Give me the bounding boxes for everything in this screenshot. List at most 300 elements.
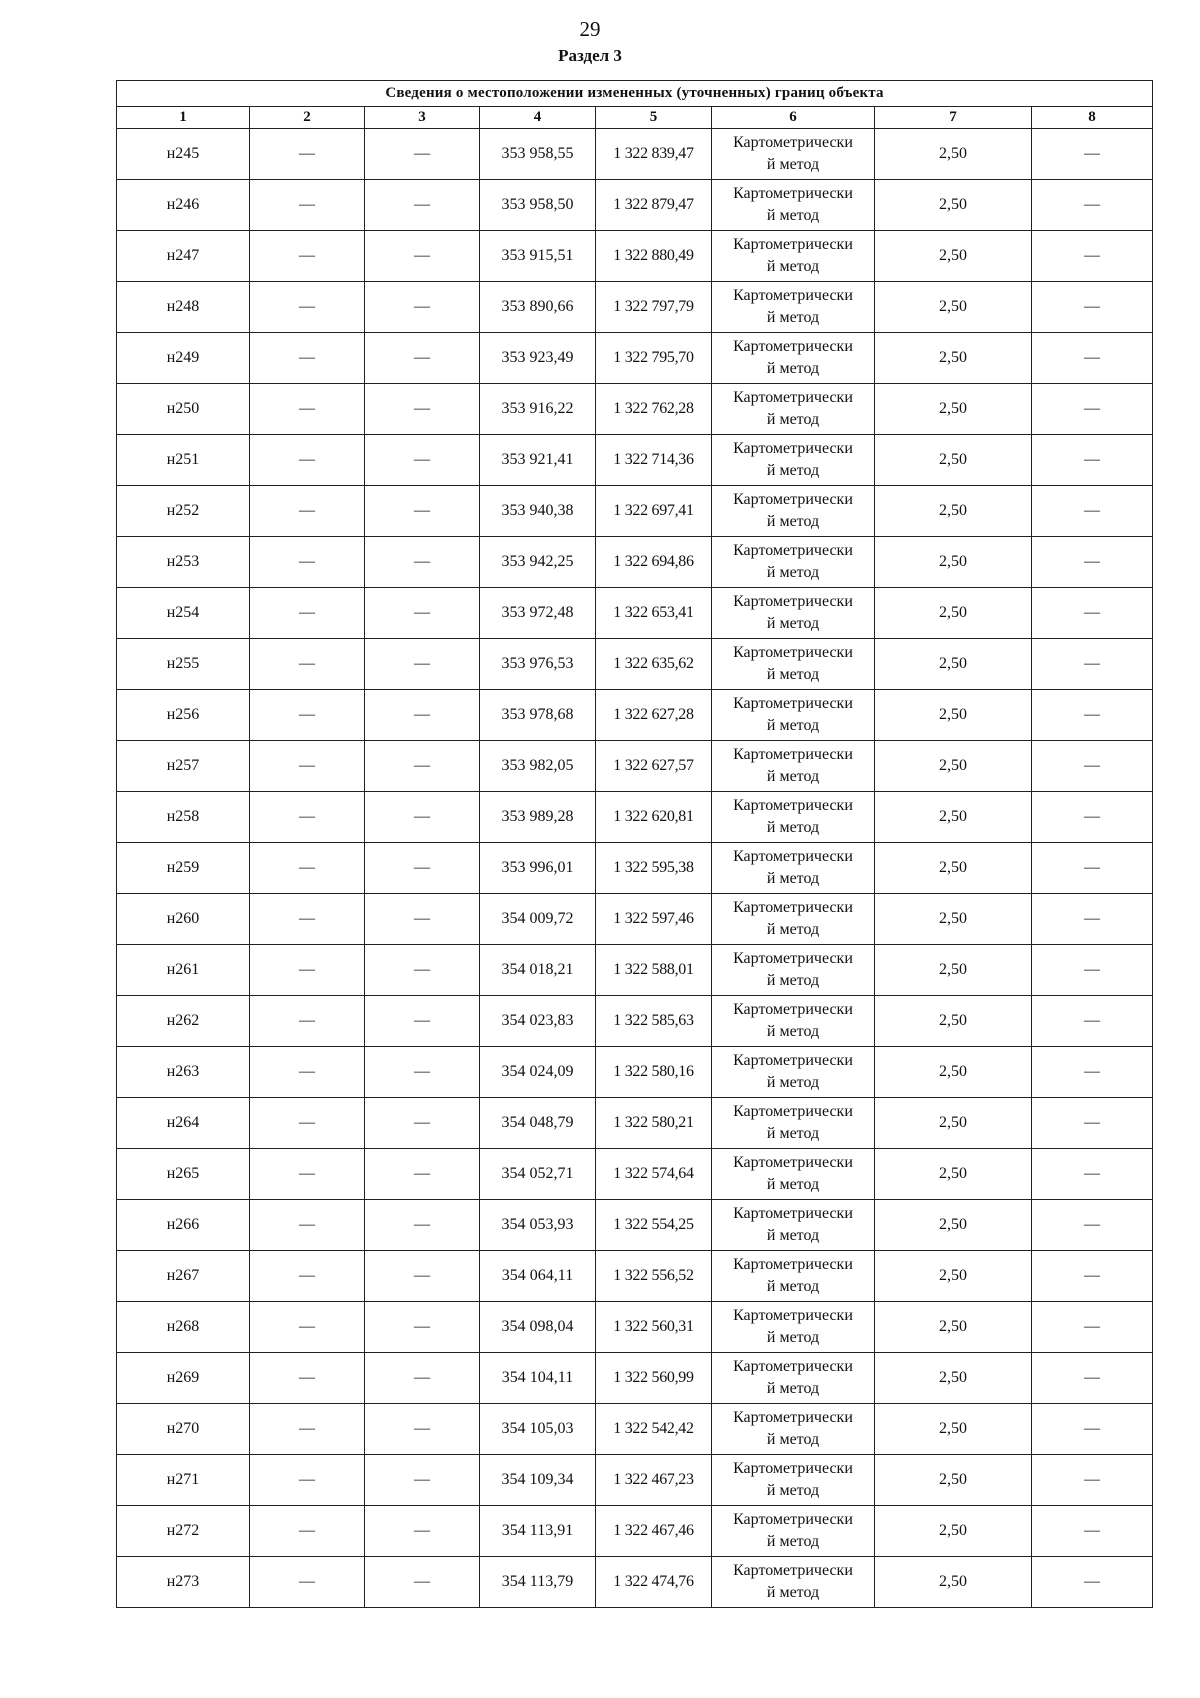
column-header-8: 8: [1032, 107, 1153, 129]
cell-method: [712, 333, 875, 384]
cell-col8: —: [1032, 129, 1153, 180]
cell-x-coordinate: 354 109,34: [480, 1455, 596, 1506]
cell-col2: —: [250, 843, 365, 894]
table-row: [117, 741, 1153, 792]
column-header-3: 3: [365, 107, 480, 129]
cell-col3: —: [365, 537, 480, 588]
cell-col3: —: [365, 486, 480, 537]
cell-col3: —: [365, 843, 480, 894]
cell-col8: —: [1032, 180, 1153, 231]
cell-col2: —: [250, 129, 365, 180]
cell-col2: —: [250, 333, 365, 384]
cell-point-name: н262: [117, 996, 250, 1047]
method-line-2: й метод: [766, 207, 820, 224]
cell-y-coordinate: 1 322 839,47: [596, 129, 712, 180]
cell-x-coordinate: 354 018,21: [480, 945, 596, 996]
cell-x-coordinate: 353 916,22: [480, 384, 596, 435]
column-header-7: 7: [875, 107, 1032, 129]
table-row: [117, 384, 1153, 435]
cell-col2: —: [250, 1047, 365, 1098]
cell-accuracy: 2,50: [875, 1557, 1032, 1608]
cell-point-name: н249: [117, 333, 250, 384]
cell-y-coordinate: 1 322 627,57: [596, 741, 712, 792]
cell-x-coordinate: 353 921,41: [480, 435, 596, 486]
table-row: [117, 1098, 1153, 1149]
cell-y-coordinate: 1 322 588,01: [596, 945, 712, 996]
cell-method: [712, 1353, 875, 1404]
cell-method: [712, 1200, 875, 1251]
cell-accuracy: 2,50: [875, 129, 1032, 180]
cell-col2: —: [250, 1506, 365, 1557]
cell-x-coordinate: 353 940,38: [480, 486, 596, 537]
method-line-1: Картометрически: [733, 695, 853, 712]
method-line-2: й метод: [766, 156, 820, 173]
cell-col8: —: [1032, 384, 1153, 435]
cell-accuracy: 2,50: [875, 792, 1032, 843]
cell-y-coordinate: 1 322 554,25: [596, 1200, 712, 1251]
cell-point-name: н265: [117, 1149, 250, 1200]
cell-accuracy: 2,50: [875, 894, 1032, 945]
cell-accuracy: 2,50: [875, 333, 1032, 384]
cell-y-coordinate: 1 322 556,52: [596, 1251, 712, 1302]
cell-col3: —: [365, 1557, 480, 1608]
cell-col3: —: [365, 1455, 480, 1506]
cell-col2: —: [250, 945, 365, 996]
cell-col8: —: [1032, 333, 1153, 384]
cell-y-coordinate: 1 322 653,41: [596, 588, 712, 639]
cell-y-coordinate: 1 322 574,64: [596, 1149, 712, 1200]
cell-x-coordinate: 353 978,68: [480, 690, 596, 741]
cell-x-coordinate: 353 989,28: [480, 792, 596, 843]
cell-y-coordinate: 1 322 580,16: [596, 1047, 712, 1098]
cell-col2: —: [250, 1098, 365, 1149]
cell-method: [712, 1557, 875, 1608]
method-line-1: Картометрически: [733, 491, 853, 508]
cell-x-coordinate: 353 942,25: [480, 537, 596, 588]
cell-point-name: н258: [117, 792, 250, 843]
cell-col8: —: [1032, 1047, 1153, 1098]
method-line-2: й метод: [766, 1227, 820, 1244]
cell-method: [712, 588, 875, 639]
cell-y-coordinate: 1 322 714,36: [596, 435, 712, 486]
cell-x-coordinate: 353 890,66: [480, 282, 596, 333]
cell-col8: —: [1032, 1455, 1153, 1506]
method-line-1: Картометрически: [733, 797, 853, 814]
cell-col8: —: [1032, 1251, 1153, 1302]
table-row: [117, 537, 1153, 588]
cell-method: [712, 1455, 875, 1506]
cell-x-coordinate: 354 052,71: [480, 1149, 596, 1200]
cell-method: [712, 690, 875, 741]
cell-y-coordinate: 1 322 580,21: [596, 1098, 712, 1149]
method-line-2: й метод: [766, 258, 820, 275]
cell-method: [712, 1404, 875, 1455]
cell-col3: —: [365, 792, 480, 843]
cell-col8: —: [1032, 1149, 1153, 1200]
table-row: [117, 1506, 1153, 1557]
method-line-1: Картометрически: [733, 1256, 853, 1273]
method-line-2: й метод: [766, 1482, 820, 1499]
cell-x-coordinate: 354 048,79: [480, 1098, 596, 1149]
cell-accuracy: 2,50: [875, 486, 1032, 537]
cell-method: [712, 1506, 875, 1557]
cell-col3: —: [365, 741, 480, 792]
cell-method: [712, 843, 875, 894]
cell-col3: —: [365, 996, 480, 1047]
method-line-1: Картометрически: [733, 389, 853, 406]
method-line-1: Картометрически: [733, 1460, 853, 1477]
table-row: [117, 1404, 1153, 1455]
cell-point-name: н260: [117, 894, 250, 945]
cell-y-coordinate: 1 322 694,86: [596, 537, 712, 588]
cell-col3: —: [365, 1353, 480, 1404]
cell-accuracy: 2,50: [875, 1353, 1032, 1404]
cell-y-coordinate: 1 322 635,62: [596, 639, 712, 690]
cell-col2: —: [250, 486, 365, 537]
cell-x-coordinate: 354 009,72: [480, 894, 596, 945]
method-line-1: Картометрически: [733, 1205, 853, 1222]
cell-y-coordinate: 1 322 474,76: [596, 1557, 712, 1608]
method-line-2: й метод: [766, 921, 820, 938]
cell-col8: —: [1032, 690, 1153, 741]
cell-method: [712, 486, 875, 537]
cell-col8: —: [1032, 843, 1153, 894]
table-caption: Сведения о местоположении измененных (уточненных) границ объекта: [117, 81, 1153, 107]
cell-accuracy: 2,50: [875, 588, 1032, 639]
cell-point-name: н271: [117, 1455, 250, 1506]
cell-method: [712, 996, 875, 1047]
cell-y-coordinate: 1 322 697,41: [596, 486, 712, 537]
cell-col2: —: [250, 537, 365, 588]
cell-accuracy: 2,50: [875, 1098, 1032, 1149]
cell-col8: —: [1032, 1353, 1153, 1404]
method-line-1: Картометрически: [733, 236, 853, 253]
table-row: [117, 894, 1153, 945]
column-header-2: 2: [250, 107, 365, 129]
cell-method: [712, 945, 875, 996]
cell-col8: —: [1032, 1302, 1153, 1353]
boundary-coordinates-table: [116, 80, 1153, 1608]
cell-col2: —: [250, 1455, 365, 1506]
cell-method: [712, 792, 875, 843]
cell-accuracy: 2,50: [875, 945, 1032, 996]
cell-y-coordinate: 1 322 560,99: [596, 1353, 712, 1404]
cell-col3: —: [365, 1149, 480, 1200]
method-line-1: Картометрически: [733, 1358, 853, 1375]
method-line-1: Картометрически: [733, 1562, 853, 1579]
cell-y-coordinate: 1 322 620,81: [596, 792, 712, 843]
cell-method: [712, 1302, 875, 1353]
cell-point-name: н269: [117, 1353, 250, 1404]
cell-x-coordinate: 354 105,03: [480, 1404, 596, 1455]
cell-point-name: н263: [117, 1047, 250, 1098]
cell-col2: —: [250, 1302, 365, 1353]
cell-accuracy: 2,50: [875, 435, 1032, 486]
table-row: [117, 1047, 1153, 1098]
method-line-1: Картометрически: [733, 1154, 853, 1171]
cell-accuracy: 2,50: [875, 639, 1032, 690]
method-line-1: Картометрически: [733, 593, 853, 610]
table-row: [117, 996, 1153, 1047]
cell-point-name: н261: [117, 945, 250, 996]
cell-point-name: н268: [117, 1302, 250, 1353]
cell-method: [712, 1251, 875, 1302]
cell-method: [712, 894, 875, 945]
cell-col3: —: [365, 690, 480, 741]
column-header-1: 1: [117, 107, 250, 129]
cell-point-name: н252: [117, 486, 250, 537]
method-line-1: Картометрически: [733, 1052, 853, 1069]
method-line-2: й метод: [766, 717, 820, 734]
cell-method: [712, 129, 875, 180]
method-line-2: й метод: [766, 1431, 820, 1448]
cell-method: [712, 1098, 875, 1149]
cell-point-name: н273: [117, 1557, 250, 1608]
page-number: 29: [579, 17, 601, 41]
cell-col8: —: [1032, 996, 1153, 1047]
table-row: [117, 180, 1153, 231]
table-row: [117, 1455, 1153, 1506]
cell-accuracy: 2,50: [875, 537, 1032, 588]
cell-col8: —: [1032, 894, 1153, 945]
table-row: [117, 843, 1153, 894]
cell-col8: —: [1032, 945, 1153, 996]
method-line-1: Картометрически: [733, 338, 853, 355]
method-line-1: Картометрически: [733, 848, 853, 865]
cell-col2: —: [250, 1353, 365, 1404]
method-line-1: Картометрически: [733, 1001, 853, 1018]
cell-col8: —: [1032, 1404, 1153, 1455]
cell-col8: —: [1032, 1200, 1153, 1251]
cell-point-name: н247: [117, 231, 250, 282]
table-row: [117, 435, 1153, 486]
cell-col2: —: [250, 588, 365, 639]
cell-y-coordinate: 1 322 542,42: [596, 1404, 712, 1455]
cell-col8: —: [1032, 537, 1153, 588]
method-line-1: Картометрически: [733, 287, 853, 304]
method-line-2: й метод: [766, 615, 820, 632]
method-line-1: Картометрически: [733, 542, 853, 559]
table-row: [117, 129, 1153, 180]
table-row: [117, 639, 1153, 690]
table-row: [117, 282, 1153, 333]
cell-col2: —: [250, 996, 365, 1047]
cell-col3: —: [365, 1098, 480, 1149]
method-line-2: й метод: [766, 1329, 820, 1346]
method-line-1: Картометрически: [733, 1409, 853, 1426]
cell-x-coordinate: 354 104,11: [480, 1353, 596, 1404]
table-row: [117, 231, 1153, 282]
method-line-1: Картометрически: [733, 1307, 853, 1324]
method-line-2: й метод: [766, 1125, 820, 1142]
cell-col2: —: [250, 690, 365, 741]
cell-col8: —: [1032, 486, 1153, 537]
cell-col2: —: [250, 639, 365, 690]
cell-col2: —: [250, 894, 365, 945]
cell-x-coordinate: 353 958,50: [480, 180, 596, 231]
cell-col8: —: [1032, 588, 1153, 639]
cell-point-name: н264: [117, 1098, 250, 1149]
cell-method: [712, 1047, 875, 1098]
method-line-1: Картометрически: [733, 1103, 853, 1120]
table-row: [117, 1302, 1153, 1353]
method-line-2: й метод: [766, 360, 820, 377]
cell-accuracy: 2,50: [875, 1200, 1032, 1251]
method-line-2: й метод: [766, 666, 820, 683]
cell-accuracy: 2,50: [875, 690, 1032, 741]
table-row: [117, 1353, 1153, 1404]
column-header-4: 4: [480, 107, 596, 129]
cell-y-coordinate: 1 322 467,23: [596, 1455, 712, 1506]
table-row: [117, 690, 1153, 741]
cell-col3: —: [365, 1506, 480, 1557]
cell-col3: —: [365, 945, 480, 996]
cell-method: [712, 384, 875, 435]
method-line-1: Картометрически: [733, 950, 853, 967]
table-row: [117, 1149, 1153, 1200]
cell-col2: —: [250, 1251, 365, 1302]
column-header-row: [117, 107, 1153, 129]
table-row: [117, 333, 1153, 384]
table-row: [117, 1200, 1153, 1251]
method-line-1: Картометрически: [733, 134, 853, 151]
cell-x-coordinate: 353 976,53: [480, 639, 596, 690]
method-line-2: й метод: [766, 309, 820, 326]
cell-method: [712, 639, 875, 690]
cell-col3: —: [365, 282, 480, 333]
cell-accuracy: 2,50: [875, 1506, 1032, 1557]
cell-y-coordinate: 1 322 467,46: [596, 1506, 712, 1557]
cell-method: [712, 537, 875, 588]
cell-col2: —: [250, 1557, 365, 1608]
cell-point-name: н253: [117, 537, 250, 588]
method-line-2: й метод: [766, 411, 820, 428]
cell-col8: —: [1032, 231, 1153, 282]
cell-col8: —: [1032, 741, 1153, 792]
method-line-2: й метод: [766, 564, 820, 581]
method-line-2: й метод: [766, 870, 820, 887]
cell-point-name: н246: [117, 180, 250, 231]
cell-point-name: н250: [117, 384, 250, 435]
method-line-2: й метод: [766, 768, 820, 785]
table-row: [117, 792, 1153, 843]
cell-point-name: н255: [117, 639, 250, 690]
cell-x-coordinate: 353 972,48: [480, 588, 596, 639]
cell-x-coordinate: 353 982,05: [480, 741, 596, 792]
method-line-1: Картометрически: [733, 746, 853, 763]
cell-point-name: н257: [117, 741, 250, 792]
cell-accuracy: 2,50: [875, 231, 1032, 282]
method-line-2: й метод: [766, 1023, 820, 1040]
method-line-2: й метод: [766, 1380, 820, 1397]
cell-accuracy: 2,50: [875, 1455, 1032, 1506]
cell-col2: —: [250, 231, 365, 282]
cell-y-coordinate: 1 322 795,70: [596, 333, 712, 384]
cell-y-coordinate: 1 322 597,46: [596, 894, 712, 945]
cell-col3: —: [365, 1302, 480, 1353]
method-line-2: й метод: [766, 1176, 820, 1193]
cell-accuracy: 2,50: [875, 843, 1032, 894]
cell-point-name: н256: [117, 690, 250, 741]
cell-col8: —: [1032, 282, 1153, 333]
cell-col2: —: [250, 1200, 365, 1251]
cell-point-name: н272: [117, 1506, 250, 1557]
cell-point-name: н270: [117, 1404, 250, 1455]
cell-col3: —: [365, 1251, 480, 1302]
cell-y-coordinate: 1 322 585,63: [596, 996, 712, 1047]
cell-point-name: н245: [117, 129, 250, 180]
column-header-6: 6: [712, 107, 875, 129]
cell-col3: —: [365, 129, 480, 180]
cell-col2: —: [250, 180, 365, 231]
cell-col3: —: [365, 1200, 480, 1251]
method-line-2: й метод: [766, 1074, 820, 1091]
cell-x-coordinate: 354 113,79: [480, 1557, 596, 1608]
method-line-2: й метод: [766, 513, 820, 530]
cell-method: [712, 435, 875, 486]
cell-x-coordinate: 353 958,55: [480, 129, 596, 180]
cell-point-name: н248: [117, 282, 250, 333]
cell-accuracy: 2,50: [875, 282, 1032, 333]
cell-col3: —: [365, 384, 480, 435]
cell-x-coordinate: 353 915,51: [480, 231, 596, 282]
cell-accuracy: 2,50: [875, 180, 1032, 231]
cell-col3: —: [365, 894, 480, 945]
cell-col2: —: [250, 1404, 365, 1455]
method-line-2: й метод: [766, 1584, 820, 1601]
cell-accuracy: 2,50: [875, 1251, 1032, 1302]
cell-col8: —: [1032, 1098, 1153, 1149]
cell-point-name: н266: [117, 1200, 250, 1251]
cell-col3: —: [365, 588, 480, 639]
table-row: [117, 1557, 1153, 1608]
cell-x-coordinate: 354 113,91: [480, 1506, 596, 1557]
cell-col3: —: [365, 231, 480, 282]
table-row: [117, 945, 1153, 996]
method-line-2: й метод: [766, 972, 820, 989]
cell-col8: —: [1032, 435, 1153, 486]
cell-col2: —: [250, 282, 365, 333]
method-line-2: й метод: [766, 1278, 820, 1295]
method-line-1: Картометрически: [733, 185, 853, 202]
cell-col2: —: [250, 1149, 365, 1200]
method-line-1: Картометрически: [733, 440, 853, 457]
section-title: Раздел 3: [558, 46, 622, 65]
method-line-1: Картометрически: [733, 1511, 853, 1528]
table-body: [117, 129, 1153, 1608]
cell-col3: —: [365, 1047, 480, 1098]
cell-x-coordinate: 354 098,04: [480, 1302, 596, 1353]
cell-col8: —: [1032, 1506, 1153, 1557]
cell-col3: —: [365, 333, 480, 384]
cell-col8: —: [1032, 1557, 1153, 1608]
cell-col3: —: [365, 435, 480, 486]
cell-y-coordinate: 1 322 880,49: [596, 231, 712, 282]
cell-col8: —: [1032, 792, 1153, 843]
cell-point-name: н259: [117, 843, 250, 894]
cell-accuracy: 2,50: [875, 1302, 1032, 1353]
cell-col3: —: [365, 639, 480, 690]
cell-col8: —: [1032, 639, 1153, 690]
cell-accuracy: 2,50: [875, 1149, 1032, 1200]
column-header-5: 5: [596, 107, 712, 129]
cell-col2: —: [250, 741, 365, 792]
cell-x-coordinate: 354 053,93: [480, 1200, 596, 1251]
cell-col3: —: [365, 1404, 480, 1455]
cell-y-coordinate: 1 322 595,38: [596, 843, 712, 894]
cell-accuracy: 2,50: [875, 741, 1032, 792]
cell-point-name: н267: [117, 1251, 250, 1302]
